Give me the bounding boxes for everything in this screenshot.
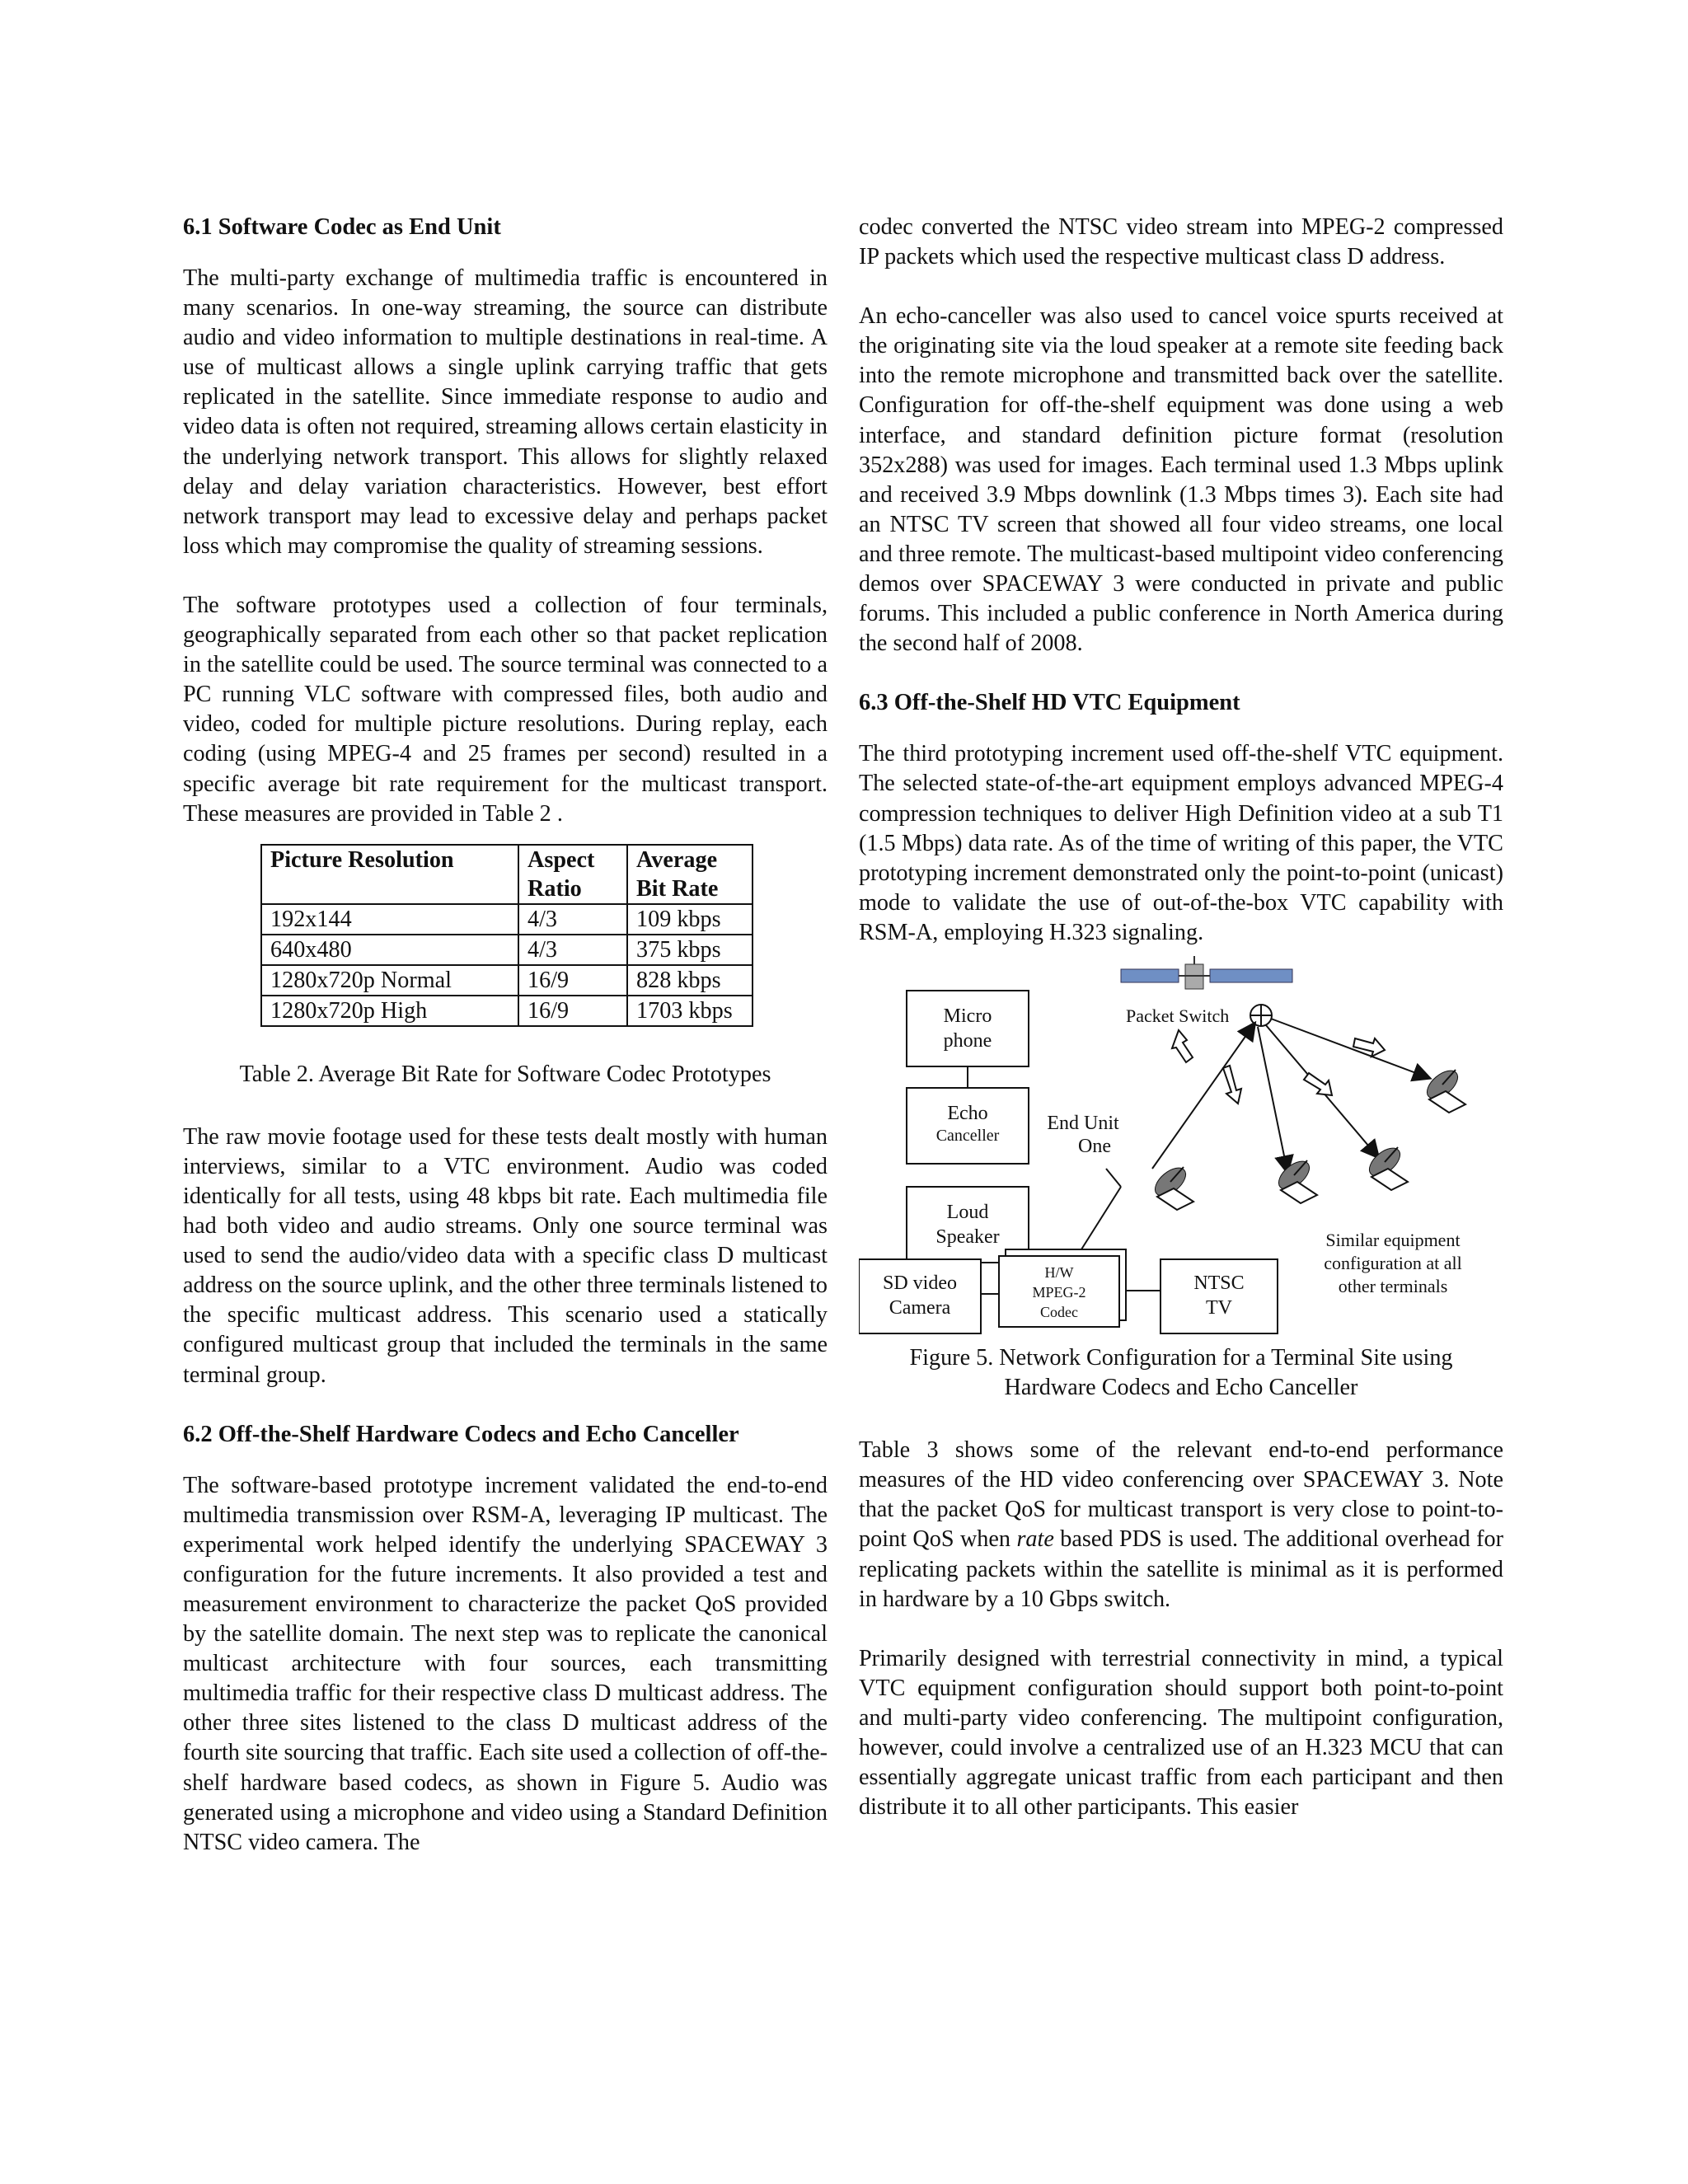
satellite-icon <box>1121 956 1292 989</box>
table-2-caption: Table 2. Average Bit Rate for Software Codec Prototypes <box>239 1061 771 1087</box>
paragraph: The multi-party exchange of multimedia traffic is encountered in many scenarios. In one-way streaming, the source can distribute audio and video information to multiple destinations in real-time. A use of multicast allows a single uplink carrying traffic that gets replicated in the satellite. Since immediate response to audio and video data is often not required, streaming allows certain elasticity in the underlying network transport. This allows for slightly relaxed delay and delay variation characteristics. However, best effort network transport may lead to excessive delay and perhaps packet loss which may compromise the quality of streaming sessions. <box>183 265 828 559</box>
table-cell: 4/3 <box>518 904 627 935</box>
echo-canceller-box <box>907 1088 1029 1164</box>
caption-line: Figure 5. Network Configuration for a Terminal Site using <box>909 1344 1453 1371</box>
similar-equipment-label: other terminals <box>1338 1275 1448 1296</box>
figure-5-caption <box>859 1343 1503 1403</box>
emphasis: rate <box>1016 1526 1054 1553</box>
table-cell: 1703 kbps <box>627 996 753 1026</box>
codec-label: Codec <box>1040 1303 1078 1320</box>
table-cell: 4/3 <box>518 935 627 965</box>
table-cell: 375 kbps <box>627 935 753 965</box>
table-header-cell <box>518 845 627 904</box>
similar-equipment-label: configuration at all <box>1324 1252 1462 1273</box>
satellite-dish-icon <box>1273 1156 1317 1203</box>
paragraph <box>859 1436 1503 1615</box>
paragraph: The software-based prototype increment validated the end-to-end multimedia transmission over RSM-A, leveraging IP multicast. The experimental work helped identify the underlying SPACEWAY 3 configuration for the future increments. It also provided a test and measurement environment to characterize the packet QoS provided by the satellite domain. The next step was to replicate the canonical multicast architecture with four sources, each transmitting multimedia traffic for their respective class D multicast address. The other three sites listened to the class D multicast address of the fourth site sourcing that traffic. Each site used a collection of off-the-shelf hardware based codecs, as shown in Figure 5. Audio was generated using a microphone and video using a Standard Definition NTSC video camera. The <box>183 1472 828 1855</box>
figure-5 <box>859 956 1503 1335</box>
end-unit-one-label: One <box>1078 1135 1111 1157</box>
section-6-1-title: 6.1 Software Codec as End Unit <box>183 214 501 240</box>
table-row <box>261 965 753 996</box>
network-diagram <box>859 956 1503 1335</box>
paragraph: Primarily designed with terrestrial connectivity in mind, a typical VTC equipment configuration should support both point-to-point and multi-party video conferencing. The multipoint configuration, however, could involve a centralized use of an H.323 MCU that can essentially aggregate unicast traffic from each participant and then distribute it to all other participants. This easier <box>859 1645 1503 1821</box>
ntsc-tv-box <box>1160 1259 1278 1333</box>
loud-label: Loud <box>946 1201 989 1223</box>
paragraph: The raw movie footage used for these tests dealt mostly with human interviews, similar to a VTC environment. Audio was coded identically for all tests, using 48 kbps bit rate. Each multimedia file had both video and audio streams. Only one source terminal was used to send the audio/video data with a specific class D multicast address on the source uplink, and the other three terminals listened to the specific multicast address. This scenario used a statically configured multicast group that included the terminals in the same terminal group. <box>183 1123 828 1388</box>
packet-switch-label: Packet Switch <box>1126 1005 1230 1026</box>
microphone-box <box>907 991 1029 1066</box>
paragraph: The third prototyping increment used off-the-shelf VTC equipment. The selected state-of-the-art equipment employs advanced MPEG-4 compression techniques to deliver High Definition video at a sub T1 (1.5 Mbps) data rate. As of the time of writing of this paper, the VTC prototyping increment demonstrated only the point-to-point (unicast) mode to validate the use of out-of-the-box VTC capability with RSM-A, employing H.323 signaling. <box>859 741 1503 945</box>
text-run: Table 3 shows some of the relevant end-to-end performance measures of the HD video conferencing over SPACEWAY 3. Note that the packet QoS for multicast transport is very close to point-to-point QoS when <box>859 1437 1503 1553</box>
header-aspect: Aspect Ratio <box>528 846 595 902</box>
downlink-arrow <box>1258 1027 1287 1172</box>
paragraph: The software prototypes used a collection of four terminals, geographically separated from each other so that packet replication in the satellite could be used. The source terminal was connected to a PC running VLC software with compressed files, both audio and video, coded for multiple picture resolutions. During replay, each coding (using MPEG-4 and 25 frames per second) resulted in a specific average bit rate requirement for the multicast transport. These measures are provided in Table 2 . <box>183 592 828 827</box>
section-6-2-title: 6.2 Off-the-Shelf Hardware Codecs and Echo Canceller <box>183 1421 739 1447</box>
table-row <box>261 996 753 1026</box>
table-header-cell <box>627 845 753 904</box>
hw-label: H/W <box>1044 1263 1074 1281</box>
table-cell: 16/9 <box>518 996 627 1026</box>
table-cell: 640x480 <box>261 935 518 965</box>
similar-equipment-label: Similar equipment <box>1325 1229 1461 1250</box>
camera-label: Camera <box>889 1296 951 1319</box>
table-cell: 1280x720p Normal <box>261 965 518 996</box>
sd-camera-box <box>859 1259 981 1333</box>
end-unit-label: End Unit <box>1047 1112 1119 1134</box>
table-header-cell: Picture Resolution <box>261 845 518 904</box>
satellite-dish-icon <box>1422 1066 1465 1113</box>
table-cell: 1280x720p High <box>261 996 518 1026</box>
paragraph: codec converted the NTSC video stream into MPEG-2 compressed IP packets which used the respective multicast class D address. <box>859 214 1503 270</box>
link-end-unit <box>1081 1187 1121 1249</box>
table-header-row <box>261 845 753 904</box>
mpeg2-label: MPEG-2 <box>1032 1283 1086 1301</box>
link-end-unit-label <box>1106 1169 1121 1187</box>
satellite-dish-icon <box>1150 1163 1193 1210</box>
table-cell: 16/9 <box>518 965 627 996</box>
speaker-label: Speaker <box>935 1226 1000 1248</box>
micro-label: Micro <box>943 1005 992 1027</box>
header-bitrate: Average Bit Rate <box>636 846 719 902</box>
table-2 <box>260 844 753 1027</box>
section-6-3-title: 6.3 Off-the-Shelf HD VTC Equipment <box>859 690 1240 716</box>
sd-video-label: SD video <box>883 1272 957 1294</box>
table-row <box>261 935 753 965</box>
table-cell: 109 kbps <box>627 904 753 935</box>
phone-label: phone <box>943 1029 992 1052</box>
table-row <box>261 904 753 935</box>
left-column <box>183 213 828 1858</box>
canceller-label: Canceller <box>935 1126 1000 1145</box>
ntsc-label: NTSC <box>1193 1272 1245 1294</box>
table-cell: 828 kbps <box>627 965 753 996</box>
text-run: based PDS is used. The additional overhead for replicating packets within the satellite is minimal as it is performed in hardware by a 10 Gbps switch. <box>859 1526 1503 1612</box>
tv-label: TV <box>1206 1296 1232 1319</box>
paragraph: An echo-canceller was also used to cancel voice spurts received at the originating site via the loud speaker at a remote site feeding back into the remote microphone and transmitted back over the satellite. Configuration for off-the-shelf equipment was done using a web interface, and standard definition picture format (resolution 352x288) was used for images. Each terminal used 1.3 Mbps uplink and received 3.9 Mbps downlink (1.3 Mbps times 3). Each site had an NTSC TV screen that showed all four video streams, one local and three remote. The multicast-based multipoint video conferencing demos over SPACEWAY 3 were conducted in private and public forums. This included a public conference in North America during the second half of 2008. <box>859 303 1503 657</box>
right-column <box>859 213 1503 1822</box>
table-cell: 192x144 <box>261 904 518 935</box>
caption-line: Hardware Codecs and Echo Canceller <box>1004 1375 1358 1401</box>
hollow-arrow <box>1172 1030 1385 1104</box>
downlink-arrow <box>1271 1019 1429 1078</box>
echo-label: Echo <box>947 1102 988 1124</box>
